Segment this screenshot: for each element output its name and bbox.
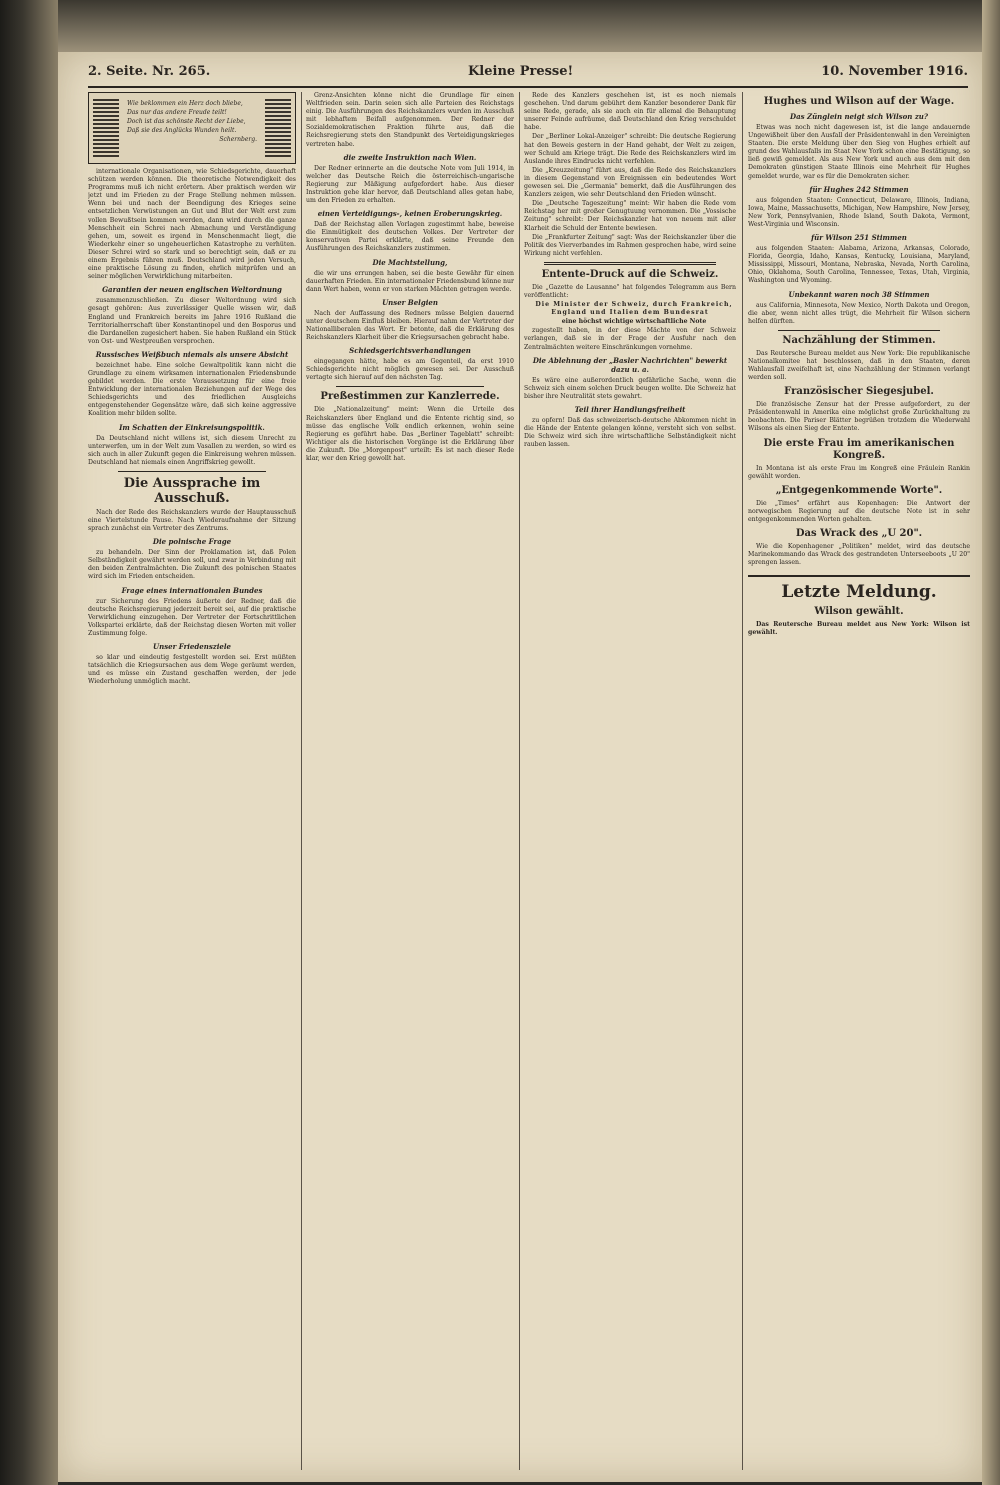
article-paragraph: Wie die Kopenhagener „Politiken" meldet, wird das deutsche Marinekommando das Wrack des gestrandeten Unterseeboots „U 20" sprengen lassen.: [748, 543, 970, 567]
article-paragraph: Die „Kreuzzeitung" führt aus, daß die Rede des Reichskanzlers in diesem Gegenstand von Ereignissen ein bedeutendes Wort gewesen sei. Die „Germania" bemerkt, daß die Ausführungen des Kanzlers zeigen, wie sehr Deutschland den Frieden wünscht.: [524, 166, 736, 199]
article-paragraph: Das Reutersche Bureau meldet aus New York: Wilson ist gewählt.: [748, 621, 970, 637]
poem-line: Daß sie des Anglücks Wunden heilt.: [127, 127, 237, 134]
article-paragraph: Nach der Rede des Reichskanzlers wurde der Hauptausschuß eine Viertelstunde Pause. Nach Wiederaufnahme der Sitzung sprach zunächst ein Vertreter des Zentrums.: [88, 508, 296, 533]
column-1: [88, 92, 296, 1470]
column-divider: [519, 92, 520, 1470]
issue-date: 10. November 1916.: [821, 64, 968, 79]
emphasis-line: Die Minister der Schweiz, durch Frankreich, England und Italien dem Bundesrat: [535, 301, 733, 317]
article-paragraph: Da Deutschland nicht willens ist, sich diesem Unrecht zu unterwerfen, um in der Welt zum Vasallen zu werden, so wird es sich auch in aller Zukunft gegen die Einkreisung wehren müssen. Deutschland hat niemals einen Angriffskrieg gewollt.: [88, 434, 296, 466]
article-paragraph: internationale Organisationen, wie Schiedsgerichte, dauerhaft schützen werden können. Die theoretische Notwendigkeit des Programms muß ich nicht erörtern. Aber praktisch werden wir jetzt und im Frieden zu der Frage Stellung nehmen müssen. Wenn bei und nach der Beendigung des Krieges seine entsetzlichen Verwüstungen an Gut und Blut der Welt erst zum vollen Bewußtsein kommen werden, dann wird durch die ganze Menschheit ein Schrei nach Abmachung und Verständigung gehen, um, soweit es irgend in Menschenmacht liegt, die Wiederkehr einer so ungeheuerlichen Katastrophe zu verhüten. Dieser Schrei wird so stark und so berechtigt sein, daß er zu einem Ergebnis führen muß. Deutschland wird jeden Versuch, eine praktische Lösung zu finden, ehrlich mitprüfen und an seiner möglichen Verwirklichung mitarbeiten.: [88, 168, 296, 281]
subheading: Frage eines internationalen Bundes: [121, 585, 263, 595]
column-divider: [301, 92, 302, 1470]
subheading: Die Machtstellung,: [372, 257, 448, 267]
subheading: Die polnische Frage: [152, 537, 232, 547]
ornament-right: [265, 97, 291, 157]
article-paragraph: aus California, Minnesota, New Mexico, North Dakota und Oregon, die aber, wenn nicht alles trügt, die Mehrheit für Wilson sichern helfen dürften.: [748, 301, 970, 325]
newspaper-page: [58, 52, 982, 1482]
subheading: Unser Friedensziele: [153, 642, 231, 652]
poem: [127, 99, 257, 144]
article-paragraph: zusammenzuschließen. Zu dieser Weltordnung wird sich gesagt gehören: Aus zuverlässiger Quelle wissen wir, daß England und Frankreich bereits im Jahre 1916 Rußland die Territorialherrschaft über Konstantinopel und den Bosporus und die Dardanellen zugesichert haben. Sie haben Rußland ein Stück von Ost- und Westpreußen versprochen.: [88, 297, 296, 345]
article-paragraph: Nach der Auffassung des Redners müsse Belgien dauernd unter deutschem Einfluß bleiben. Hierauf nahm der Vertreter der Nationalliberalen das Wort. Er betonte, daß die Erklärung des Reichskanzlers Klarheit über die Kriegsursachen gebracht habe.: [306, 309, 514, 342]
subheading: Unbekannt waren noch 38 Stimmen: [788, 289, 930, 299]
article-paragraph: Die „Gazette de Lausanne" hat folgendes Telegramm aus Bern veröffentlicht:: [524, 283, 736, 299]
divider: [336, 386, 484, 387]
masthead: Kleine Presse!: [468, 64, 574, 79]
article-headline: Französischer Siegesjubel.: [784, 386, 934, 398]
article-headline: Nachzählung der Stimmen.: [782, 334, 936, 346]
last-news-headline: Letzte Meldung.: [748, 575, 970, 602]
article-paragraph: Daß der Reichstag allen Vorlagen zugestimmt habe, beweise die Einmütigkeit des deutschen Volkes. Der Vertreter der konservativen Partei erklärte, daß seine Freunde den Ausführungen des Reichskanzlers zustimmen.: [306, 221, 514, 253]
article-paragraph: Etwas was noch nicht dagewesen ist, ist die lange andauernde Ungewißheit über den Ausfall der Präsidentenwahl in den Vereinigten Staaten. Die erste Meldung über den Sieg von Hughes erhielt auf grund des Wahlausfalls im Staat New York schon eine Bestätigung, so ließ gewiß gemeldet. Als aus New York und auch aus dem mit den Demokraten günstigen Staate Illinois eine Mehrheit für Hughes gemeldet wurde, war es für die Demokraten sicher.: [748, 124, 970, 180]
subheading: Im Schatten der Einkreisungspolitik.: [119, 422, 265, 432]
subheading: Schiedsgerichtsverhandlungen: [349, 346, 471, 356]
divider: [778, 330, 940, 331]
article-paragraph: Die „Frankfurter Zeitung" sagt: Was der Reichskanzler über die Politik des Vierverbandes im Rahmen gesprochen habe, wird seine Wirkung nicht verfehlen.: [524, 233, 736, 257]
column-4: [748, 92, 970, 1470]
article-paragraph: zugestellt haben, in der diese Mächte von der Schweiz verlangen, daß sie in der Frage der Ausfuhr nach den Zentralmächten weitere Einschränkungen vornehme.: [524, 327, 736, 351]
article-headline: Die erste Frau im amerikanischen Kongreß.: [763, 437, 955, 461]
article-paragraph: Der „Berliner Lokal-Anzeiger" schreibt: Die deutsche Regierung hat den Beweis gestern in der Hand gehabt, der Welt zu zeigen, wer Schuld am Kriege trägt. Die Rede des Reichskanzlers wird im Auslande ihres Eindrucks nicht verfehlen.: [524, 133, 736, 165]
page-top-edge: [58, 0, 982, 52]
page-right-edge: [982, 0, 1000, 1485]
article-paragraph: die wir uns errungen haben, sei die beste Gewähr für einen dauerhaften Frieden. Ein internationaler Friedensbund könne nur dann Wert haben, wenn er von starken Mächten getragen werde.: [306, 269, 514, 293]
subheading: Unser Belgien: [382, 297, 438, 307]
article-subheadline: Das Zünglein neigt sich Wilson zu?: [790, 112, 928, 121]
page-number: 2. Seite. Nr. 265.: [88, 64, 211, 79]
article-paragraph: zur Sicherung des Friedens äußerte der Redner, daß die deutsche Reichsregierung jederzeit bereit sei, auf die praktische Verwirklichung einzugehen. Der Vertreter der Fortschrittlichen Volkspartei erklärte, daß der Reichstag diesen Worten mit voller Zustimmung folge.: [88, 597, 296, 637]
poem-line: Wie beklommen ein Herz doch bliebe,: [127, 100, 243, 107]
page-header: [88, 64, 968, 88]
article-headline: Das Wrack des „U 20".: [795, 528, 923, 539]
poem-line: Das nur das andere Freude teilt!: [127, 109, 227, 116]
article-headline: Entente-Druck auf die Schweiz.: [541, 268, 719, 280]
emphasis-line: eine höchst wichtige wirtschaftliche Note: [561, 318, 707, 326]
ornament-left: [93, 97, 119, 157]
subheading: einen Verteidigungs-, keinen Eroberungskrieg.: [317, 209, 503, 219]
article-paragraph: Die französische Zensur hat der Presse aufgefordert, zu der Präsidentenwahl in Amerika eine möglichst große Zurückhaltung zu beobachten. Die Pariser Blätter begrüßen trotzdem die Wiederwahl Wilsons als einen Sieg der Entente.: [748, 401, 970, 433]
article-paragraph: eingegangen hätte, habe es am Gegenteil, da erst 1910 Schiedsgerichte nicht möglich gewesen sei. Der Ausschuß vertagte sich hierauf auf den nächsten Tag.: [306, 358, 514, 382]
subheading: für Wilson 251 Stimmen: [811, 233, 907, 243]
subheading: Teil ihrer Handlungsfreiheit: [574, 404, 686, 414]
article-paragraph: Die „Deutsche Tageszeitung" meint: Wir haben die Rede vom Reichstag her mit großer Genugtuung vernommen. Die „Vossische Zeitung" schreibt: Der Reichskanzler hat von neuem mit aller Klarheit die Schuld der Entente bewiesen.: [524, 200, 736, 232]
book-binding: [0, 0, 58, 1485]
poem-author: Schernberg.: [219, 136, 257, 143]
article-paragraph: Der Redner erinnerte an die deutsche Note vom Juli 1914, in welcher das Deutsche Reich die österreichisch-ungarische Regierung zur Mäßigung aufgefordert habe. Aus dieser Instruktion gehe klar hervor, daß Deutschland alles getan habe, um den Frieden zu erhalten.: [306, 164, 514, 205]
divider: [118, 471, 266, 472]
article-paragraph: In Montana ist als erste Frau im Kongreß eine Fräulein Rankin gewählt worden.: [748, 464, 970, 480]
divider: [544, 262, 716, 265]
article-paragraph: so klar und eindeutig festgestellt worden sei. Erst müßten tatsächlich die Kriegsursachen aus dem Wege geräumt werden, und es müsse ein Zustand geschaffen werden, der jede Wiederholung unmöglich macht.: [88, 654, 296, 686]
poem-line: Doch ist das schönste Recht der Liebe,: [127, 118, 246, 125]
poem-box: [88, 92, 296, 164]
column-3: [524, 92, 736, 1470]
article-paragraph: Die „Times" erfährt aus Kopenhagen: Die Antwort der norwegischen Regierung auf die deutsche Note ist in sehr entgegenkommenden Worten gehalten.: [748, 499, 970, 523]
article-headline: „Entgegenkommende Worte".: [775, 484, 943, 496]
subheading: die zweite Instruktion nach Wien.: [343, 152, 477, 162]
article-paragraph: aus folgenden Staaten: Connecticut, Delaware, Illinois, Indiana, Iowa, Maine, Massachusetts, Michigan, New Hampshire, New Jersey, New York, Pennsylvanien, Rhode Island, South Dakota, Vermont, West-Virginia und Wisconsin.: [748, 196, 970, 228]
article-paragraph: zu behandeln. Der Sinn der Proklamation ist, daß Polen Selbständigkeit gewährt werden soll, und zwar in Verbindung mit den beiden Zentralmächten. Die Zukunft des polnischen Staates wird sich im Frieden entscheiden.: [88, 549, 296, 581]
article-paragraph: Das Reutersche Bureau meldet aus New York: Die republikanische Nationalkomitee hat beschlossen, daß in den Staaten, deren Wahlausfall zweifelhaft ist, eine Nachzählung der Stimmen verlangt werden soll.: [748, 349, 970, 382]
article-paragraph: Die „Nationalzeitung" meint: Wenn die Urteile des Reichskanzlers über England und die Entente richtig sind, so müsse das englische Volk endlich erkennen, wohin seine Regierung es geführt habe. Das „Berliner Tageblatt" schreibt: Wichtiger als die historischen Vorgänge ist die Erklärung über die Zukunft. Die „Morgenpost" urteilt: Es ist nach dieser Rede klar, wer den Krieg gewollt hat.: [306, 406, 514, 462]
column-divider: [742, 92, 743, 1470]
article-headline: Hughes und Wilson auf der Wage.: [763, 96, 955, 107]
column-2: [306, 92, 514, 1470]
subheading: Garantien der neuen englischen Weltordnung: [102, 285, 282, 295]
article-headline: Preßestimmen zur Kanzlerrede.: [320, 391, 500, 403]
article-paragraph: aus folgenden Staaten: Alabama, Arizona, Arkansas, Colorado, Florida, Georgia, Idaho, Kansas, Kentucky, Louisiana, Maryland, Mississippi, Missouri, Montana, Nebraska, Nevada, North Carolina, Ohio, Oklahoma, South Carolina, Tennessee, Texas, Utah, Virginia, Washington und Wyoming.: [748, 245, 970, 285]
last-news-subheadline: Wilson gewählt.: [814, 606, 904, 618]
subheading: für Hughes 242 Stimmen: [809, 184, 909, 194]
subheading: Russisches Weißbuch niemals als unsere Absicht: [95, 349, 289, 359]
article-headline: Die Aussprache im Ausschuß.: [123, 475, 261, 506]
article-paragraph: Rede des Kanzlers geschehen ist, ist es noch niemals geschehen. Und darum gebührt dem Kanzler besonderer Dank für seine Rede, gerade, als sie auch ein für allemal die Behauptung unserer Feinde aufräume, daß Deutschland den Krieg verschuldet habe.: [524, 92, 736, 132]
subheading: Die Ablehnung der „Basler Nachrichten" bewerkt dazu u. a.: [532, 355, 728, 374]
article-paragraph: Grenz-Ansichten könne nicht die Grundlage für einen Weltfrieden sein. Darin seien sich alle Parteien des Reichstags einig. Die Ausführungen des Reichskanzlers wurden im Ausschuß mit lebhaftem Beifall aufgenommen. Der Redner der Sozialdemokratischen Fraktion führte aus, daß die Reichsregierung stets den Standpunkt des Verteidigungskrieges vertreten habe.: [306, 92, 514, 148]
article-paragraph: bezeichnet habe. Eine solche Gewaltpolitik kann nicht die Grundlage zu einem wirksamen internationalen Friedensbunde gebildet werden. Die erste Voraussetzung für eine freie Entwicklung der internationalen Beziehungen auf der Wege des Schiedsgerichts und des friedlichen Ausgleichs entgegenstehender Gegensätze wäre, daß sich keine aggressive Koalition mehr bilden sollte.: [88, 361, 296, 418]
article-paragraph: Es wäre eine außerordentlich gefährliche Sache, wenn die Schweiz sich einem solchen Druck beugen wollte. Die Schweiz hat bisher ihre Neutralität stets gewahrt.: [524, 376, 736, 400]
article-paragraph: zu opfern! Daß das schweizerisch-deutsche Abkommen nicht in die Hände der Entente gelangen könne, versteht sich von selbst. Die Schweiz wird sich ihre wirtschaftliche Selbständigkeit nicht rauben lassen.: [524, 416, 736, 449]
